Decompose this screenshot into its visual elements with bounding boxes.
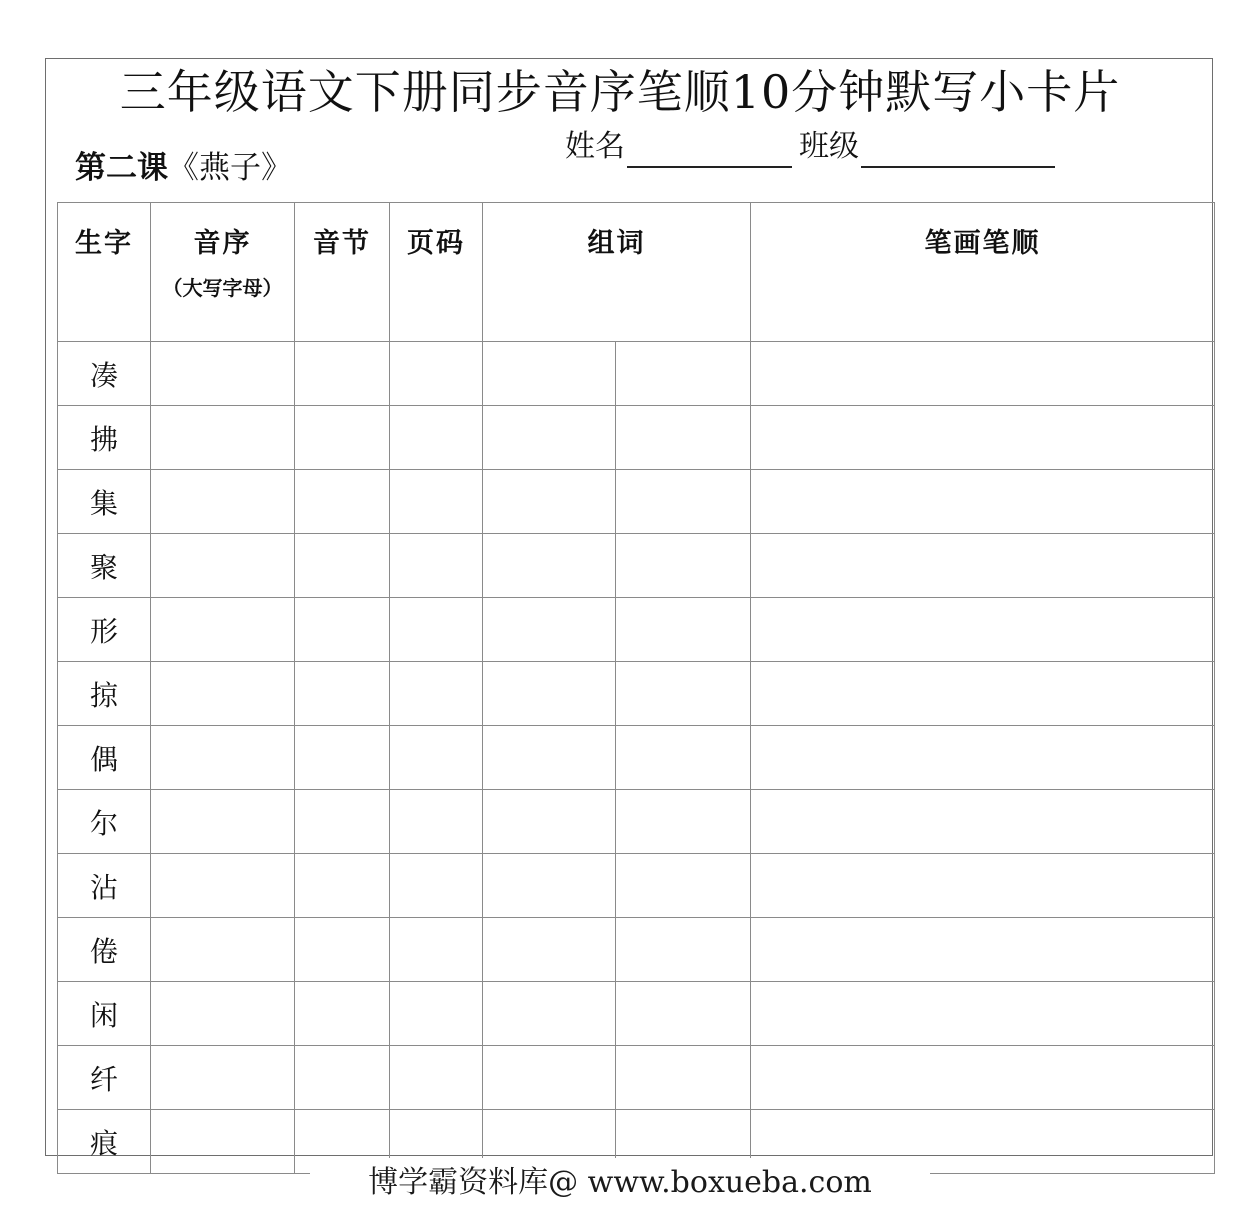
order-cell[interactable]	[151, 1110, 295, 1174]
syllable-cell[interactable]	[295, 406, 390, 470]
word-cell-2[interactable]	[616, 854, 751, 918]
table-row	[58, 982, 1215, 1046]
order-cell[interactable]	[151, 534, 295, 598]
syllable-cell[interactable]	[295, 534, 390, 598]
table-row	[58, 1046, 1215, 1110]
syllable-cell[interactable]	[295, 982, 390, 1046]
word-cell-2[interactable]	[616, 598, 751, 662]
word-cell-1[interactable]	[483, 534, 616, 598]
word-cell-1[interactable]	[483, 982, 616, 1046]
word-cell-2[interactable]	[616, 534, 751, 598]
page-cell[interactable]	[390, 342, 483, 406]
page-cell[interactable]	[390, 854, 483, 918]
word-cell-1[interactable]	[483, 598, 616, 662]
order-cell[interactable]	[151, 662, 295, 726]
char-cell: 聚	[58, 534, 151, 598]
order-cell[interactable]	[151, 726, 295, 790]
table-row	[58, 790, 1215, 854]
char-cell: 痕	[58, 1110, 151, 1174]
char-cell: 偶	[58, 726, 151, 790]
word-cell-2[interactable]	[616, 982, 751, 1046]
name-blank[interactable]	[627, 132, 792, 168]
table-row	[58, 662, 1215, 726]
table-row	[58, 470, 1215, 534]
char-cell: 拂	[58, 406, 151, 470]
syllable-cell[interactable]	[295, 790, 390, 854]
worksheet-title: 三年级语文下册同步音序笔顺10分钟默写小卡片	[119, 65, 1121, 119]
header-syllable: 音节	[295, 203, 390, 342]
strokes-cell[interactable]	[751, 918, 1215, 982]
syllable-cell[interactable]	[295, 342, 390, 406]
strokes-cell[interactable]	[751, 1046, 1215, 1110]
name-label: 姓名	[565, 129, 625, 164]
header-order-label: 音序	[193, 228, 252, 259]
strokes-cell[interactable]	[751, 534, 1215, 598]
word-cell-1[interactable]	[483, 726, 616, 790]
word-cell-1[interactable]	[483, 790, 616, 854]
strokes-cell[interactable]	[751, 790, 1215, 854]
order-cell[interactable]	[151, 406, 295, 470]
header-char: 生字	[58, 203, 151, 342]
strokes-cell[interactable]	[751, 662, 1215, 726]
header-strokes: 笔画笔顺	[751, 203, 1215, 342]
table-header-row	[58, 203, 1215, 342]
page-cell[interactable]	[390, 662, 483, 726]
dictation-table	[57, 202, 1215, 1174]
word-cell-1[interactable]	[483, 662, 616, 726]
strokes-cell[interactable]	[751, 470, 1215, 534]
table-row	[58, 406, 1215, 470]
char-cell: 形	[58, 598, 151, 662]
word-cell-1[interactable]	[483, 406, 616, 470]
header-order	[151, 203, 295, 342]
lesson-book-title: 《燕子》	[168, 150, 292, 186]
table-row	[58, 918, 1215, 982]
char-cell: 集	[58, 470, 151, 534]
page-cell[interactable]	[390, 982, 483, 1046]
table-row	[58, 854, 1215, 918]
header-page: 页码	[390, 203, 483, 342]
char-cell: 倦	[58, 918, 151, 982]
order-cell[interactable]	[151, 598, 295, 662]
word-cell-2[interactable]	[616, 726, 751, 790]
strokes-cell[interactable]	[751, 854, 1215, 918]
word-cell-1[interactable]	[483, 470, 616, 534]
syllable-cell[interactable]	[295, 918, 390, 982]
word-cell-2[interactable]	[616, 790, 751, 854]
strokes-cell[interactable]	[751, 406, 1215, 470]
page-cell[interactable]	[390, 790, 483, 854]
order-cell[interactable]	[151, 342, 295, 406]
page-cell[interactable]	[390, 534, 483, 598]
order-cell[interactable]	[151, 470, 295, 534]
syllable-cell[interactable]	[295, 854, 390, 918]
page-cell[interactable]	[390, 726, 483, 790]
syllable-cell[interactable]	[295, 470, 390, 534]
syllable-cell[interactable]	[295, 662, 390, 726]
class-field[interactable]	[799, 126, 1055, 168]
syllable-cell[interactable]	[295, 598, 390, 662]
page-cell[interactable]	[390, 598, 483, 662]
word-cell-2[interactable]	[616, 406, 751, 470]
strokes-cell[interactable]	[751, 342, 1215, 406]
order-cell[interactable]	[151, 1046, 295, 1110]
header-words: 组词	[483, 203, 751, 342]
syllable-cell[interactable]	[295, 1046, 390, 1110]
strokes-cell[interactable]	[751, 598, 1215, 662]
table-row	[58, 534, 1215, 598]
char-cell: 凑	[58, 342, 151, 406]
word-cell-1[interactable]	[483, 918, 616, 982]
order-cell[interactable]	[151, 790, 295, 854]
class-label: 班级	[799, 129, 859, 164]
char-cell: 纤	[58, 1046, 151, 1110]
word-cell-1[interactable]	[483, 342, 616, 406]
strokes-cell[interactable]	[751, 982, 1215, 1046]
lesson-title	[75, 146, 292, 190]
syllable-cell[interactable]	[295, 726, 390, 790]
page-cell[interactable]	[390, 406, 483, 470]
word-cell-1[interactable]	[483, 854, 616, 918]
watermark-text: 博学霸资料库@ www.boxueba.com	[368, 1165, 872, 1200]
word-cell-1[interactable]	[483, 1046, 616, 1110]
char-cell: 尔	[58, 790, 151, 854]
order-cell[interactable]	[151, 982, 295, 1046]
table-row	[58, 342, 1215, 406]
order-cell[interactable]	[151, 918, 295, 982]
order-cell[interactable]	[151, 854, 295, 918]
word-cell-2[interactable]	[616, 470, 751, 534]
strokes-cell[interactable]	[751, 726, 1215, 790]
name-field[interactable]	[565, 126, 792, 168]
header-order-sub: （大写字母）	[162, 276, 283, 300]
word-cell-2[interactable]	[616, 662, 751, 726]
word-cell-2[interactable]	[616, 1046, 751, 1110]
class-blank[interactable]	[861, 132, 1055, 168]
table-row	[58, 598, 1215, 662]
page-cell[interactable]	[390, 470, 483, 534]
watermark	[310, 1158, 930, 1218]
word-cell-2[interactable]	[616, 342, 751, 406]
char-cell: 闲	[58, 982, 151, 1046]
page-cell[interactable]	[390, 918, 483, 982]
char-cell: 沾	[58, 854, 151, 918]
lesson-number: 第二课	[75, 150, 168, 186]
char-cell: 掠	[58, 662, 151, 726]
word-cell-2[interactable]	[616, 918, 751, 982]
page-cell[interactable]	[390, 1046, 483, 1110]
table-row	[58, 726, 1215, 790]
